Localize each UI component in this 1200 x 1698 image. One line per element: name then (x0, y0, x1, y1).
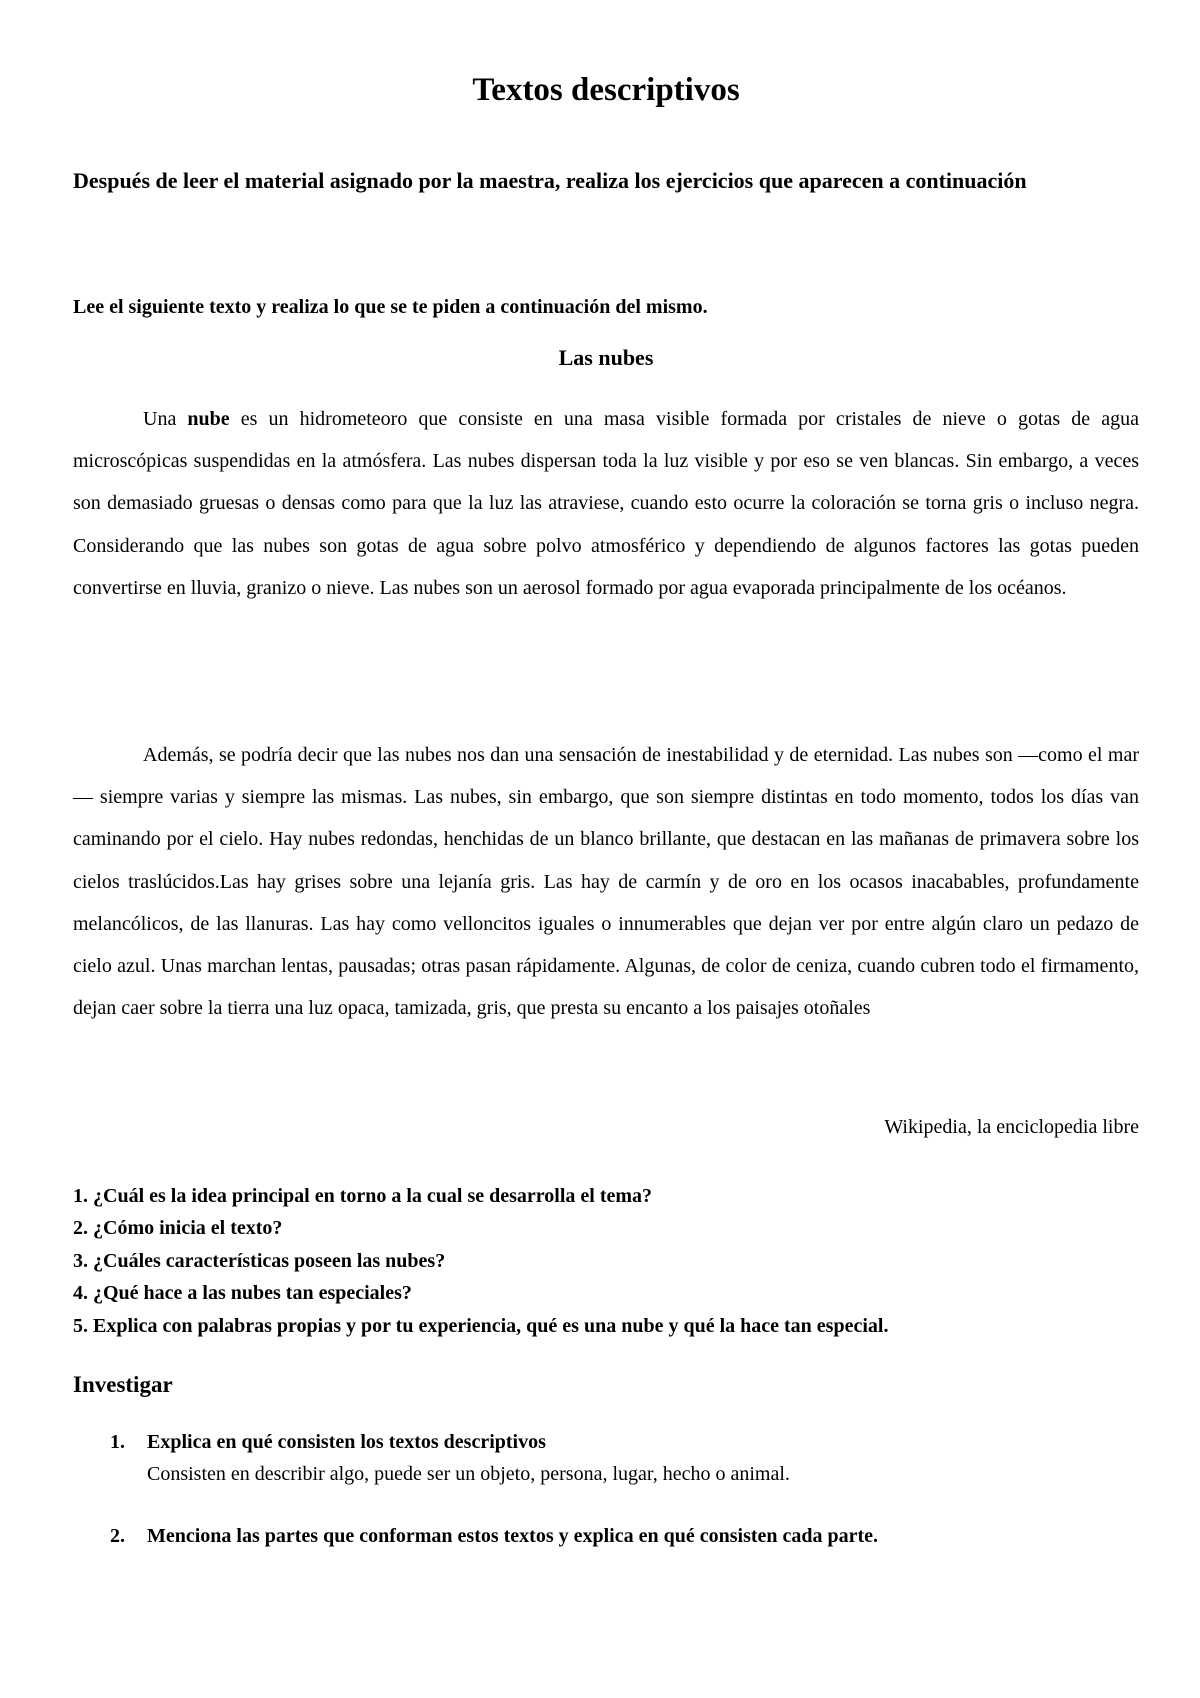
task-number: 1. (110, 1431, 125, 1453)
reading-paragraph-1 (73, 398, 1139, 609)
investigar-list (73, 1426, 1139, 1582)
reading-paragraph-2: Además, se podría decir que las nubes nos dan una sensación de inestabilidad y de eternidad. Las nubes son —como el mar— siempre varias y siempre las mismas. Las nubes, sin embargo, que son siempre distintas en todo momento, todos los días van caminando por el cielo. Hay nubes redondas, henchidas de un blanco brillante, que destacan en las mañanas de primavera sobre los cielos traslúcidos.Las hay grises sobre una lejanía gris. Las hay de carmín y de oro en los ocasos inacabables, profundamente melancólicos, de las llanuras. Las hay como velloncitos iguales o innumerables que dejan ver por entre algún claro un pedazo de cielo azul. Unas marchan lentas, pausadas; otras pasan rápidamente. Algunas, de color de ceniza, cuando cubren todo el firmamento, dejan caer sobre la tierra una luz opaca, tamizada, gris, que presta su encanto a los paisajes otoñales (73, 744, 1139, 1020)
task-question: Explica en qué consisten los textos descriptivos (147, 1431, 546, 1453)
question-item: 4. ¿Qué hace a las nubes tan especiales? (73, 1282, 412, 1305)
question-item: 1. ¿Cuál es la idea principal en torno a la cual se desarrolla el tema? (73, 1185, 653, 1207)
source-citation: Wikipedia, la enciclopedia libre (884, 1116, 1139, 1138)
task-number: 2. (110, 1525, 125, 1547)
question-item: 3. ¿Cuáles características poseen las nubes? (73, 1249, 446, 1272)
reading-title: Las nubes (558, 345, 654, 370)
instruction-text: Después de leer el material asignado por la maestra, realiza los ejercicios que aparecen a continuación (73, 168, 1027, 193)
document-title: Textos descriptivos (472, 72, 740, 108)
task-answer: Consisten en describir algo, puede ser un objeto, persona, lugar, hecho o animal. (147, 1463, 790, 1485)
questions-list (73, 1180, 1139, 1342)
investigar-item (73, 1426, 1139, 1490)
question-item: 2. ¿Cómo inicia el texto? (73, 1217, 283, 1240)
paragraph-1-body: es un hidrometeoro que consiste en una masa visible formada por cristales de nieve o gotas de agua microscópicas suspendidas en la atmósfera. Las nubes dispersan toda la luz visible y por eso se ven blancas. Sin embargo, a veces son demasiado gruesas o densas como para que la luz las atraviese, cuando esto ocurre la coloración se torna gris o incluso negra. Considerando que las nubes son gotas de agua sobre polvo atmosférico y dependiendo de algunos factores las gotas pueden convertirse en lluvia, granizo o nieve. Las nubes son un aerosol formado por agua evaporada principalmente de los océanos. (73, 408, 1140, 599)
investigar-item (73, 1520, 1139, 1552)
paragraph-1-lead: Una (143, 408, 188, 430)
question-item: 5. Explica con palabras propias y por tu experiencia, qué es una nube y qué la hace tan especial. (73, 1314, 889, 1337)
term-nube: nube (187, 408, 230, 430)
task-question: Menciona las partes que conforman estos textos y explica en qué consisten cada parte. (147, 1525, 879, 1547)
reading-instruction: Lee el siguiente texto y realiza lo que se te piden a continuación del mismo. (73, 296, 708, 318)
investigar-heading: Investigar (73, 1372, 173, 1397)
